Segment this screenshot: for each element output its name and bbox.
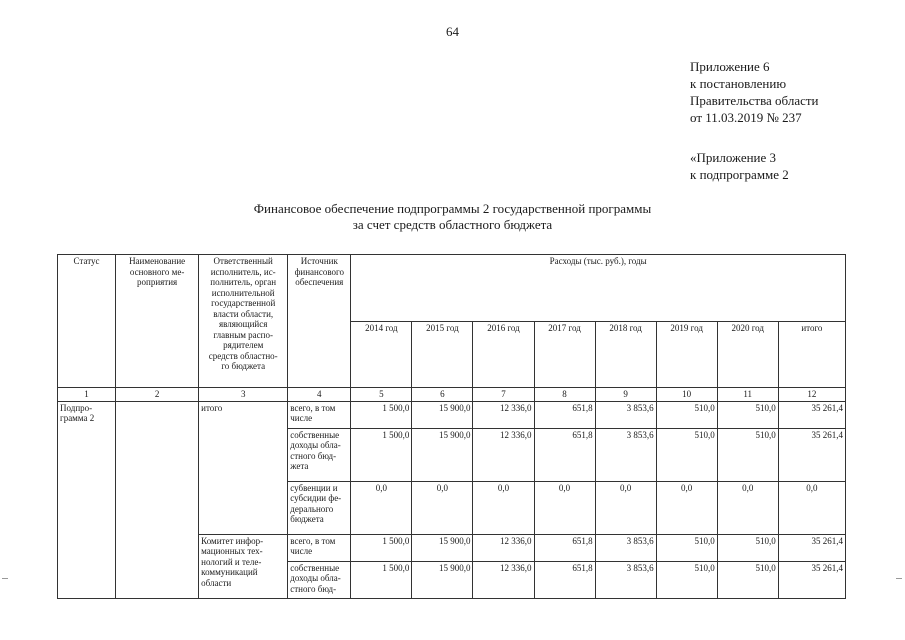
header-line: главным распо- xyxy=(213,329,273,340)
value-cell: 15 900,0 xyxy=(412,534,473,561)
column-number: 8 xyxy=(534,388,595,402)
status-line: Подпро- xyxy=(60,402,93,413)
column-number: 6 xyxy=(412,388,473,402)
value-cell: 510,0 xyxy=(656,561,717,598)
document-title xyxy=(0,201,905,233)
value-cell: 1 500,0 xyxy=(351,401,412,428)
margin-mark xyxy=(896,578,902,579)
value-cell: 15 900,0 xyxy=(412,561,473,598)
source-cell xyxy=(288,481,351,534)
value-cell: 651,8 xyxy=(534,534,595,561)
value-cell: 35 261,4 xyxy=(778,428,845,481)
header-line: финансового xyxy=(294,266,344,277)
value-cell: 0,0 xyxy=(717,481,778,534)
header-line: обеспечения xyxy=(295,277,344,287)
appendix-subheader xyxy=(690,149,789,183)
appendix-line: от 11.03.2019 № 237 xyxy=(690,110,802,125)
header-line: средств областно- xyxy=(208,350,278,361)
header-source xyxy=(288,255,351,388)
value-cell: 3 853,6 xyxy=(595,428,656,481)
value-cell: 651,8 xyxy=(534,428,595,481)
header-year: 2017 год xyxy=(534,321,595,388)
value-cell: 35 261,4 xyxy=(778,534,845,561)
header-line: полнитель, орган xyxy=(210,277,277,287)
appendix-line: к подпрограмме 2 xyxy=(690,167,789,182)
header-line: государственной xyxy=(211,298,276,308)
header-line: Ответственный xyxy=(213,256,273,266)
value-cell: 0,0 xyxy=(595,481,656,534)
title-line: за счет средств областного бюджета xyxy=(352,217,553,232)
header-line: Наименование xyxy=(129,256,186,266)
value-cell: 15 900,0 xyxy=(412,428,473,481)
value-cell: 0,0 xyxy=(656,481,717,534)
header-year: 2018 год xyxy=(595,321,656,388)
source-line: субвенции и xyxy=(290,482,338,493)
column-number: 4 xyxy=(288,388,351,402)
financing-table xyxy=(57,254,846,599)
table-header-row xyxy=(58,255,846,322)
name-cell xyxy=(116,401,199,598)
source-line: бюджета xyxy=(290,514,324,524)
source-line: числе xyxy=(290,413,313,423)
value-cell: 35 261,4 xyxy=(778,401,845,428)
header-line: исполнительной xyxy=(211,287,275,298)
value-cell: 510,0 xyxy=(717,561,778,598)
appendix-header xyxy=(690,58,819,126)
value-cell: 0,0 xyxy=(412,481,473,534)
title-line: Финансовое обеспечение подпрограммы 2 государственной программы xyxy=(253,201,652,216)
column-number: 3 xyxy=(199,388,288,402)
value-cell: 0,0 xyxy=(351,481,412,534)
column-number: 1 xyxy=(58,388,116,402)
status-line: грамма 2 xyxy=(60,413,95,423)
column-number: 5 xyxy=(351,388,412,402)
value-cell: 15 900,0 xyxy=(412,401,473,428)
source-line: собственные xyxy=(290,562,340,573)
header-line: рядителем xyxy=(223,340,264,350)
executor-line: Комитет инфор- xyxy=(201,535,264,546)
header-line: го бюджета xyxy=(221,361,266,371)
value-cell: 651,8 xyxy=(534,401,595,428)
value-cell: 12 336,0 xyxy=(473,401,534,428)
header-expenses: Расходы (тыс. руб.), годы xyxy=(351,255,846,322)
value-cell: 0,0 xyxy=(473,481,534,534)
header-line: роприятия xyxy=(137,277,178,287)
appendix-line: Правительства области xyxy=(690,93,819,108)
executor-cell: итого xyxy=(199,401,288,534)
header-year: 2020 год xyxy=(717,321,778,388)
executor-line: коммуникаций xyxy=(201,567,258,577)
source-line: стного бюд- xyxy=(290,583,337,594)
header-name xyxy=(116,255,199,388)
header-line: Источник xyxy=(300,256,338,266)
value-cell: 510,0 xyxy=(717,534,778,561)
value-cell: 0,0 xyxy=(778,481,845,534)
source-line: доходы обла- xyxy=(290,573,341,583)
header-line: власти области, xyxy=(213,308,274,319)
source-line: всего, в том xyxy=(290,402,336,413)
value-cell: 510,0 xyxy=(656,401,717,428)
table-row xyxy=(58,401,846,428)
value-cell: 510,0 xyxy=(717,401,778,428)
page-number: 64 xyxy=(446,24,459,39)
executor-line: области xyxy=(201,577,232,588)
source-line: дерального xyxy=(290,503,334,514)
value-cell: 0,0 xyxy=(534,481,595,534)
source-cell xyxy=(288,561,351,598)
value-cell: 510,0 xyxy=(656,428,717,481)
executor-line: мационных тех- xyxy=(201,546,263,556)
source-line: субсидии фе- xyxy=(290,493,342,503)
value-cell: 510,0 xyxy=(656,534,717,561)
executor-line: нологий и теле- xyxy=(201,556,262,567)
table-number-row xyxy=(58,388,846,402)
source-line: всего, в том xyxy=(290,535,336,546)
header-year: 2019 год xyxy=(656,321,717,388)
source-cell xyxy=(288,534,351,561)
header-year: 2014 год xyxy=(351,321,412,388)
value-cell: 12 336,0 xyxy=(473,561,534,598)
status-cell xyxy=(58,401,116,598)
value-cell: 3 853,6 xyxy=(595,401,656,428)
header-year: 2016 год xyxy=(473,321,534,388)
source-line: собственные xyxy=(290,429,340,440)
column-number: 10 xyxy=(656,388,717,402)
value-cell: 651,8 xyxy=(534,561,595,598)
source-line: числе xyxy=(290,546,313,556)
source-line: доходы обла- xyxy=(290,440,341,450)
value-cell: 1 500,0 xyxy=(351,561,412,598)
column-number: 12 xyxy=(778,388,845,402)
header-line: исполнитель, ис- xyxy=(210,266,276,277)
value-cell: 35 261,4 xyxy=(778,561,845,598)
column-number: 11 xyxy=(717,388,778,402)
column-number: 2 xyxy=(116,388,199,402)
value-cell: 1 500,0 xyxy=(351,534,412,561)
column-number: 7 xyxy=(473,388,534,402)
margin-mark xyxy=(2,578,8,579)
appendix-line: «Приложение 3 xyxy=(690,150,777,165)
appendix-line: к постановлению xyxy=(690,76,787,91)
value-cell: 12 336,0 xyxy=(473,428,534,481)
value-cell: 510,0 xyxy=(717,428,778,481)
header-year: итого xyxy=(778,321,845,388)
value-cell: 1 500,0 xyxy=(351,428,412,481)
value-cell: 3 853,6 xyxy=(595,561,656,598)
header-status: Статус xyxy=(58,255,116,388)
value-cell: 3 853,6 xyxy=(595,534,656,561)
appendix-line: Приложение 6 xyxy=(690,59,770,74)
source-cell xyxy=(288,401,351,428)
header-line: являющийся xyxy=(219,319,268,329)
executor-cell xyxy=(199,534,288,598)
header-line: основного ме- xyxy=(129,266,185,277)
header-executor xyxy=(199,255,288,388)
source-line: стного бюд- xyxy=(290,450,337,461)
value-cell: 12 336,0 xyxy=(473,534,534,561)
header-year: 2015 год xyxy=(412,321,473,388)
source-cell xyxy=(288,428,351,481)
column-number: 9 xyxy=(595,388,656,402)
source-line: жета xyxy=(290,461,309,471)
